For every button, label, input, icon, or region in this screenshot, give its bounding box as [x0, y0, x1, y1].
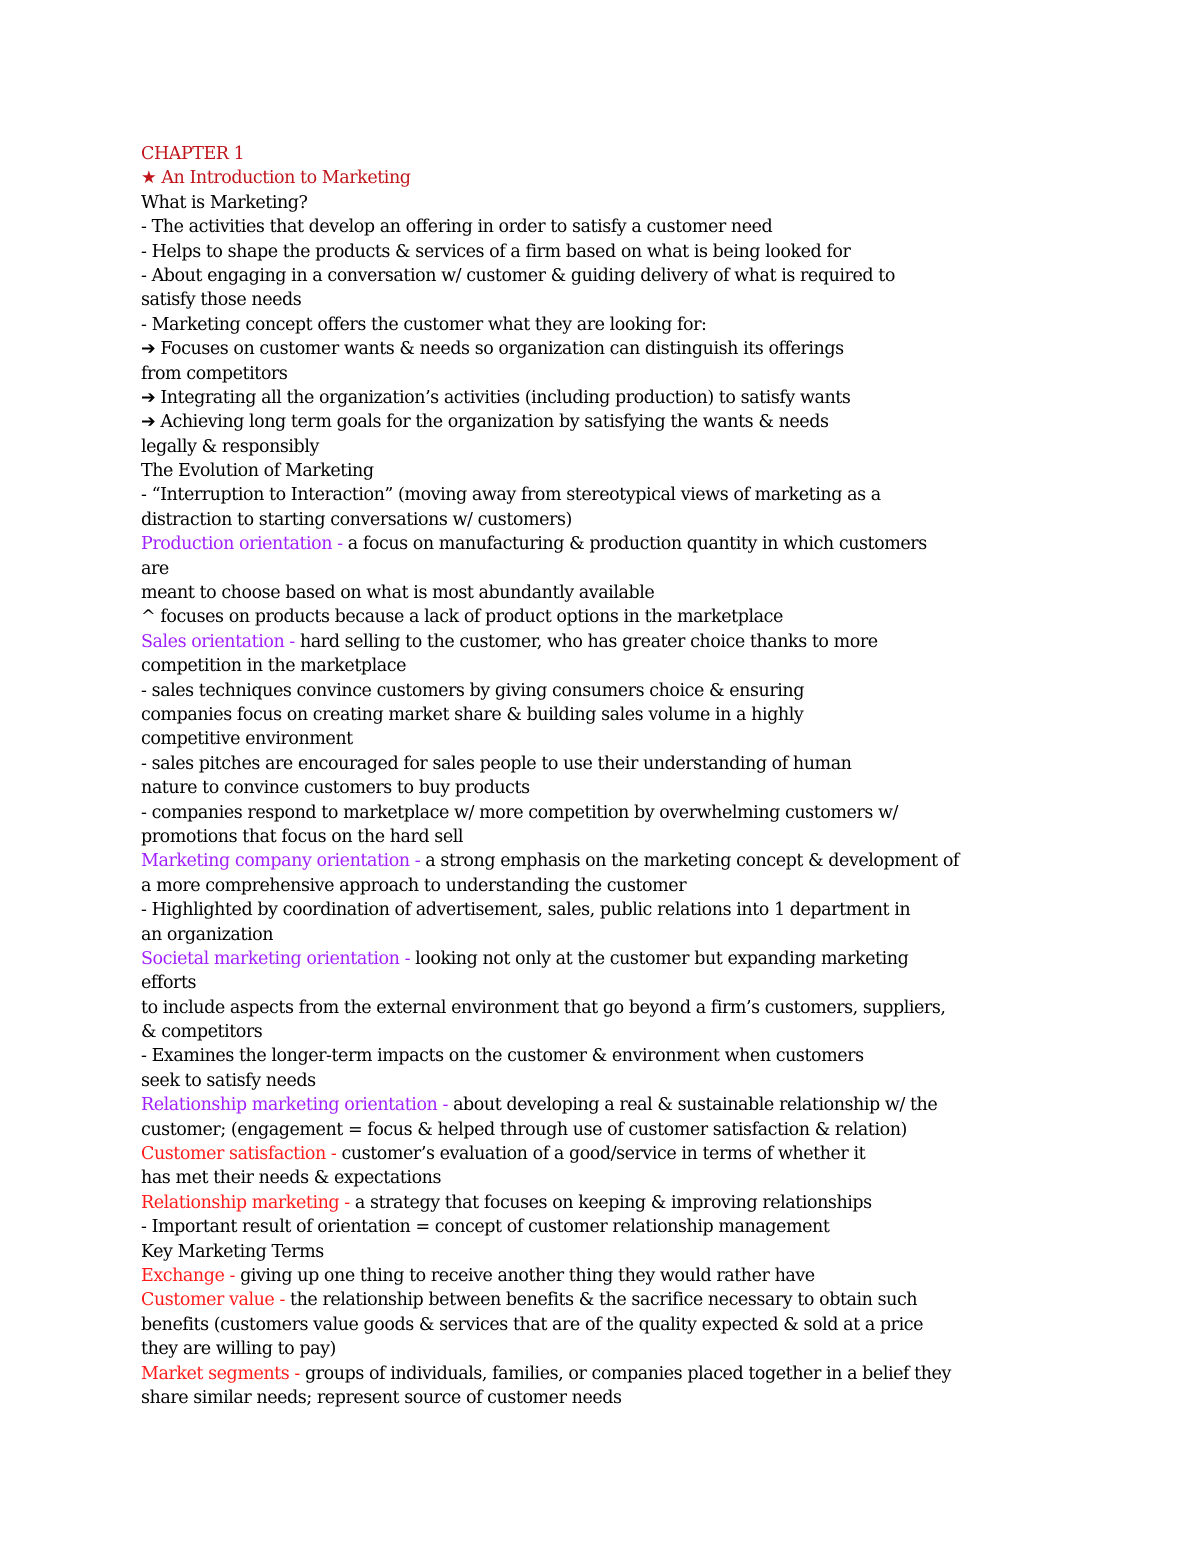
note-text: The Evolution of Marketing: [141, 461, 374, 482]
note-text: share similar needs; represent source of customer needs: [141, 1387, 622, 1408]
note-text: giving up one thing to receive another thing they would rather have: [240, 1265, 815, 1286]
note-text: ^ focuses on products because a lack of product options in the marketplace: [141, 607, 783, 628]
note-line: [141, 1020, 1141, 1044]
note-line: [141, 849, 1141, 873]
note-line: [141, 1288, 1141, 1312]
note-line: [141, 1191, 1141, 1215]
term-label: Market segments -: [141, 1363, 305, 1384]
note-line: [141, 1118, 1141, 1142]
note-line: [141, 679, 1141, 703]
note-text: an organization: [141, 924, 274, 945]
note-line: [141, 1264, 1141, 1288]
note-line: [141, 386, 1141, 410]
term-label: Customer value -: [141, 1290, 291, 1311]
note-line: [141, 313, 1141, 337]
note-line: [141, 605, 1141, 629]
note-line: [141, 727, 1141, 751]
term-label: Societal marketing orientation -: [141, 948, 416, 969]
note-line: [141, 435, 1141, 459]
note-text: companies focus on creating market share & building sales volume in a highly: [141, 704, 804, 725]
chapter-title: ★ An Introduction to Marketing: [141, 168, 411, 189]
note-line: [141, 801, 1141, 825]
note-text: hard selling to the customer, who has greater choice thanks to more: [300, 631, 878, 652]
note-line: [141, 532, 1141, 556]
note-line: [141, 947, 1141, 971]
term-label: Relationship marketing -: [141, 1192, 355, 1213]
note-text: benefits (customers value goods & services that are of the quality expected & sold at a price: [141, 1314, 923, 1335]
note-line: [141, 264, 1141, 288]
note-text: has met their needs & expectations: [141, 1168, 442, 1189]
note-line: [141, 898, 1141, 922]
note-text: - sales pitches are encouraged for sales people to use their understanding of human: [141, 753, 852, 774]
note-line: [141, 483, 1141, 507]
note-text: - The activities that develop an offering in order to satisfy a customer need: [141, 217, 773, 238]
note-text: about developing a real & sustainable relationship w/ the: [453, 1095, 938, 1116]
note-text: legally & responsibly: [141, 436, 319, 457]
note-text: customer’s evaluation of a good/service in terms of whether it: [341, 1144, 866, 1165]
note-text: distraction to starting conversations w/ customers): [141, 509, 572, 530]
note-text: - Marketing concept offers the customer what they are looking for:: [141, 314, 707, 335]
note-text: efforts: [141, 973, 197, 994]
note-text: the relationship between benefits & the sacrifice necessary to obtain such: [290, 1290, 918, 1311]
note-text: Key Marketing Terms: [141, 1241, 324, 1262]
note-text: from competitors: [141, 363, 288, 384]
term-label: Marketing company orientation -: [141, 851, 426, 872]
note-text: to include aspects from the external environment that go beyond a firm’s customers, suppliers,: [141, 997, 946, 1018]
note-text: a more comprehensive approach to understanding the customer: [141, 875, 687, 896]
note-line: [141, 459, 1141, 483]
note-text: - “Interruption to Interaction” (moving away from stereotypical views of marketing as a: [141, 485, 881, 506]
note-text: ➔ Integrating all the organization’s activities (including production) to satisfy wants: [141, 387, 851, 408]
note-line: [141, 1166, 1141, 1190]
note-line: [141, 581, 1141, 605]
note-line: [141, 654, 1141, 678]
note-line: [141, 1142, 1141, 1166]
note-text: satisfy those needs: [141, 290, 302, 311]
note-line: [141, 1215, 1141, 1239]
note-text: groups of individuals, families, or companies placed together in a belief they: [305, 1363, 951, 1384]
note-text: a strategy that focuses on keeping & improving relationships: [354, 1192, 872, 1213]
note-line: [141, 337, 1141, 361]
note-line: [141, 923, 1141, 947]
note-text: nature to convince customers to buy products: [141, 778, 530, 799]
note-text: - Important result of orientation = concept of customer relationship management: [141, 1217, 830, 1238]
note-text: - Helps to shape the products & services of a firm based on what is being looked for: [141, 241, 851, 262]
note-text: - companies respond to marketplace w/ more competition by overwhelming customers w/: [141, 802, 898, 823]
note-line: [141, 825, 1141, 849]
note-text: they are willing to pay): [141, 1339, 336, 1360]
note-text: a strong emphasis on the marketing concept & development of: [425, 851, 959, 872]
note-line: [141, 1386, 1141, 1410]
note-line: [141, 1313, 1141, 1337]
note-text: customer; (engagement = focus & helped through use of customer satisfaction & relation): [141, 1119, 907, 1140]
note-text: a focus on manufacturing & production quantity in which customers: [347, 534, 927, 555]
note-line: [141, 1362, 1141, 1386]
term-label: Sales orientation -: [141, 631, 300, 652]
note-line: [141, 240, 1141, 264]
note-line: [141, 1044, 1141, 1068]
note-line: [141, 630, 1141, 654]
term-label: Relationship marketing orientation -: [141, 1095, 454, 1116]
term-label: Production orientation -: [141, 534, 348, 555]
note-line: [141, 971, 1141, 995]
note-line: [141, 1240, 1141, 1264]
term-label: Customer satisfaction -: [141, 1144, 342, 1165]
document-body: [141, 142, 1141, 1410]
note-text: ➔ Focuses on customer wants & needs so organization can distinguish its offerings: [141, 339, 844, 360]
note-line: [141, 557, 1141, 581]
note-line: [141, 191, 1141, 215]
note-text: competitive environment: [141, 729, 353, 750]
note-text: seek to satisfy needs: [141, 1070, 316, 1091]
note-text: - sales techniques convince customers by giving consumers choice & ensuring: [141, 680, 804, 701]
note-text: What is Marketing?: [141, 192, 308, 213]
note-line: [141, 362, 1141, 386]
note-line: [141, 996, 1141, 1020]
note-text: meant to choose based on what is most abundantly available: [141, 583, 655, 604]
chapter-heading: CHAPTER 1: [141, 144, 245, 164]
note-text: competition in the marketplace: [141, 656, 407, 677]
note-text: are: [141, 558, 169, 579]
note-text: - Examines the longer-term impacts on the customer & environment when customers: [141, 1046, 864, 1067]
note-text: & competitors: [141, 1022, 263, 1043]
note-text: - About engaging in a conversation w/ customer & guiding delivery of what is required to: [141, 265, 895, 286]
note-line: [141, 288, 1141, 312]
note-text: ➔ Achieving long term goals for the organization by satisfying the wants & needs: [141, 412, 829, 433]
note-line: [141, 410, 1141, 434]
note-line: [141, 508, 1141, 532]
note-line: [141, 1093, 1141, 1117]
note-line: [141, 776, 1141, 800]
note-line: [141, 874, 1141, 898]
notes-lines: [141, 191, 1141, 1411]
note-text: - Highlighted by coordination of advertisement, sales, public relations into 1 department in: [141, 900, 911, 921]
term-label: Exchange -: [141, 1265, 241, 1286]
note-line: [141, 752, 1141, 776]
note-line: [141, 703, 1141, 727]
note-line: [141, 215, 1141, 239]
note-line: [141, 1069, 1141, 1093]
note-text: looking not only at the customer but expanding marketing: [415, 948, 909, 969]
note-text: promotions that focus on the hard sell: [141, 826, 464, 847]
note-line: [141, 1337, 1141, 1361]
